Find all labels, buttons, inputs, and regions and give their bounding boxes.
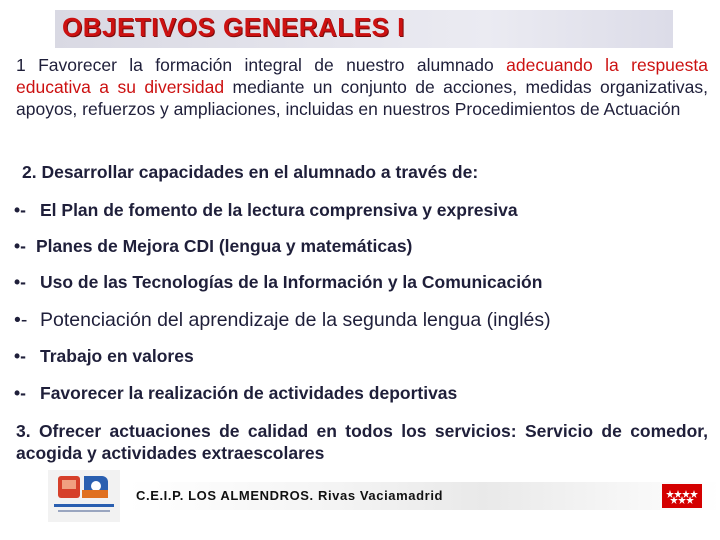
bullet-mark: •- [14,236,26,256]
list-item [14,383,457,404]
objective-1-text-a: 1 Favorecer la formación integral de nuestro alumnado [16,55,507,75]
objective-1 [16,54,708,120]
list-item-text: Favorecer la realización de actividades deportivas [40,383,458,403]
list-item-text: Planes de Mejora CDI (lengua y matemáticas) [36,236,413,256]
list-item [14,272,542,293]
list-item-text: Trabajo en valores [40,346,194,366]
list-item-text: Uso de las Tecnologías de la Información y la Comunicación [40,272,543,292]
objective-1-highlight: adecuando la respuesta educativa a su diversidad [16,55,708,97]
objective-3: 3. Ofrecer actuaciones de calidad en todos los servicios: Servicio de comedor, acogida y actividades extraescolares [16,421,708,463]
objective-2-heading: 2. Desarrollar capacidades en el alumnado a través de: [22,162,479,182]
bullet-mark: •- [14,383,26,403]
list-item [14,346,194,367]
list-item [14,309,551,332]
list-item [14,236,412,257]
list-item [14,200,518,221]
comunidad-madrid-flag-icon [662,484,702,508]
colegios-bilingues-logo-icon [48,470,120,522]
objective-1-text-c: mediante un conjunto de acciones, medidas organizativas, apoyos, refuerzos y ampliaciones, incluidas en nuestros Procedimientos de Actuación [16,77,709,119]
page-title: OBJETIVOS GENERALES I [62,12,405,42]
list-item-text: El Plan de fomento de la lectura comprensiva y expresiva [40,200,518,220]
school-name: C.E.I.P. LOS ALMENDROS. Rivas Vaciamadrid [136,488,444,503]
bullet-mark: •- [14,346,26,366]
bullet-mark: •- [14,309,28,331]
bullet-mark: •- [14,272,26,292]
bullet-mark: •- [14,200,26,220]
list-item-text: Potenciación del aprendizaje de la segunda lengua (inglés) [40,309,551,331]
